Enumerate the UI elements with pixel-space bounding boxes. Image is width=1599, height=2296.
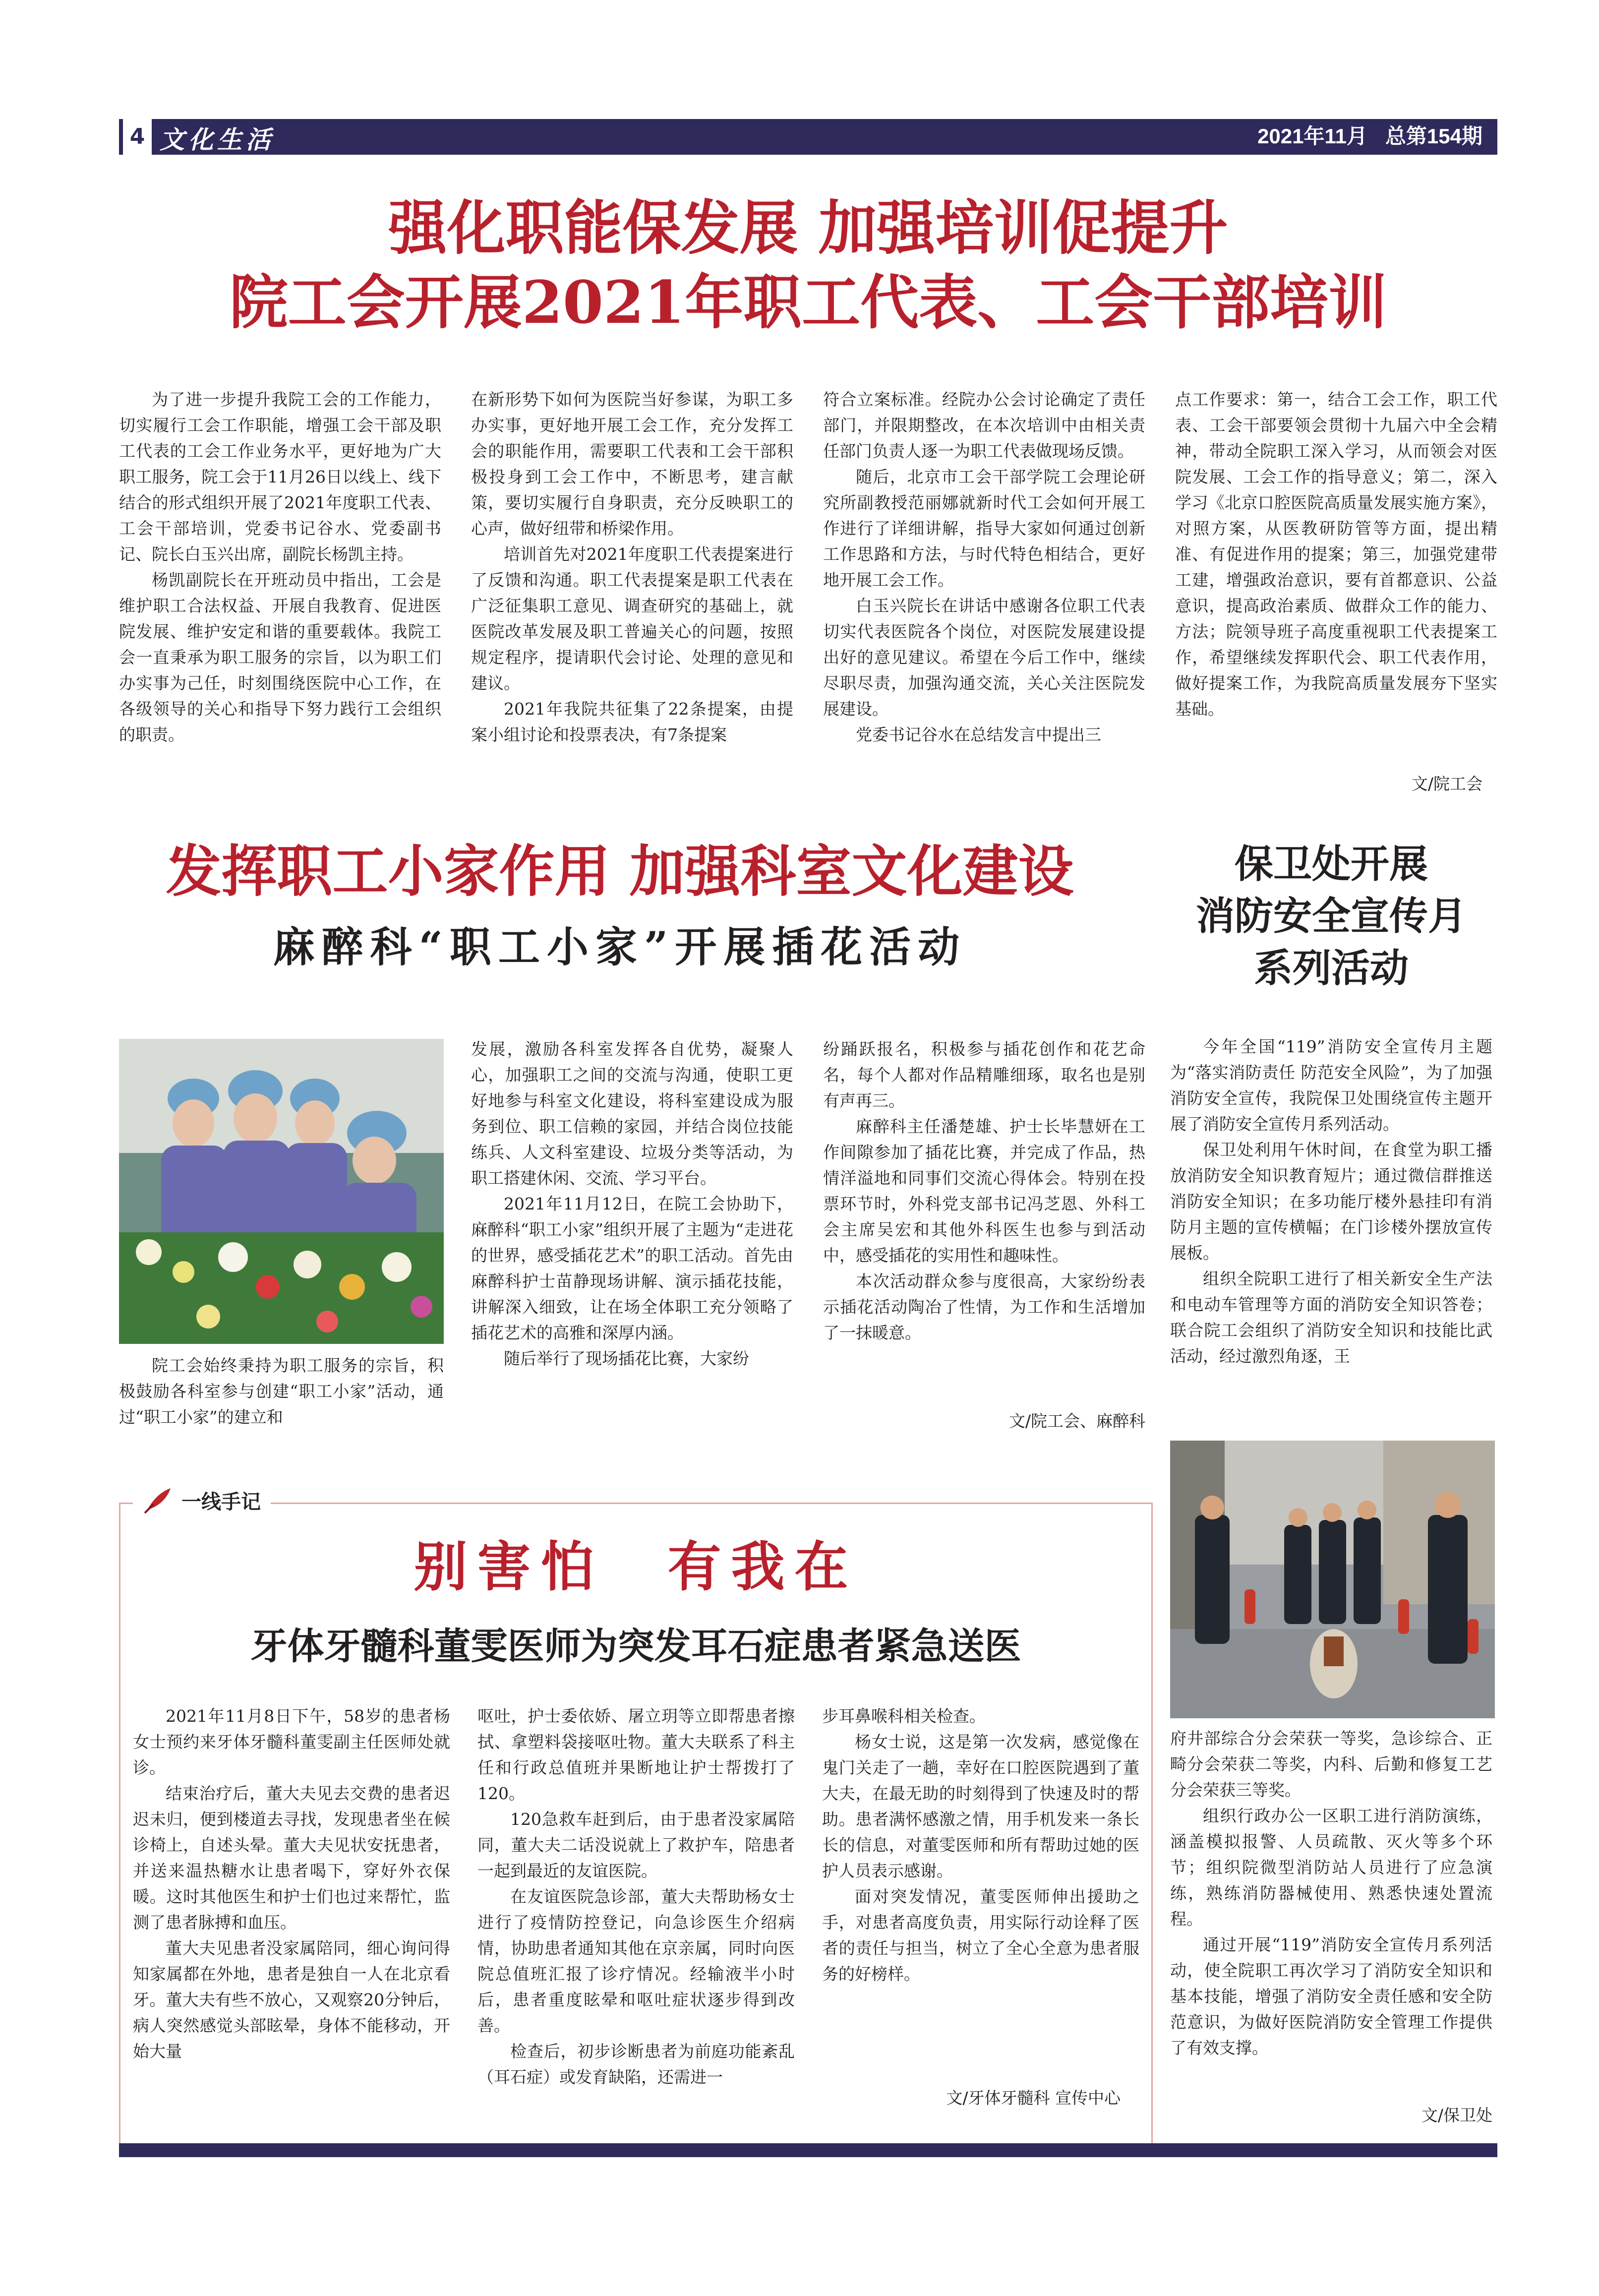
- article2-column: [823, 1036, 1145, 1372]
- article4-tag-label: 一线手记: [181, 1490, 261, 1513]
- article2-column: [471, 1036, 793, 1372]
- paragraph: 2021年我院共征集了22条提案，由提案小组讨论和投票表决，有7条提案: [471, 699, 793, 744]
- article1-column: [1175, 387, 1497, 748]
- article1-title: [119, 191, 1497, 340]
- article4-title: 别害怕 有我在: [414, 1536, 858, 1598]
- article1-column: [471, 387, 793, 748]
- paragraph: 2021年11月12日，在院工会协助下，麻醉科“职工小家”组织开展了主题为“走进花的世界，感受插花艺术”的职工活动。首先由麻醉科护士苗静现场讲解、演示插花技能，讲解深入细致，让在场全体职工充分领略了插花艺术的高雅和深厚内涵。: [471, 1194, 793, 1342]
- article4-column: [822, 1703, 1139, 2090]
- paragraph: 本次活动群众参与度很高，大家纷纷表示插花活动陶冶了性情，为工作和生活增加了一抹暖意。: [823, 1271, 1145, 1342]
- article1-title-line2: 院工会开展2021年职工代表、工会干部培训: [229, 268, 1387, 337]
- paragraph: 结束治疗后，董大夫见去交费的患者迟迟未归，便到楼道去寻找，发现患者坐在候诊椅上，自述头晕。董大夫见状安抚患者，并送来温热糖水让患者喝下，穿好外衣保暖。这时其他医生和护士们也过来帮忙，监测了患者脉搏和血压。: [133, 1784, 450, 1932]
- article1-title-line1: 强化职能保发展 加强培训促提升: [388, 193, 1228, 262]
- paragraph: 在新形势下如何为医院当好参谋，为职工多办实事，更好地开展工会工作，充分发挥工会的职能作用，需要职工代表和工会干部积极投身到工会工作中，不断思考，建言献策，要切实履行自身职责，充分反映职工的心声，做好纽带和桥梁作用。: [471, 390, 793, 538]
- paragraph: 今年全国“119”消防安全宣传月主题为“落实消防责任 防范安全风险”，为了加强消防安全宣传，我院保卫处围绕宣传主题开展了消防安全宣传月系列活动。: [1170, 1037, 1492, 1134]
- flower-arranging-photo: [119, 1039, 444, 1344]
- article1-column: [119, 387, 441, 748]
- feather-pen-icon: [143, 1486, 173, 1514]
- article3-title-line3: 系列活动: [1253, 946, 1409, 991]
- article3-title: [1165, 838, 1497, 994]
- paragraph: 纷踊跃报名，积极参与插花创作和花艺命名，每个人都对作品精雕细琢，取名也是别有声再三。: [823, 1039, 1145, 1110]
- paragraph: 院工会始终秉持为职工服务的宗旨，积极鼓励各科室参与创建“职工小家”活动，通过“职工小家”的建立和: [119, 1356, 444, 1427]
- paragraph: 呕吐，护士委依娇、屠立玥等立即帮患者擦拭、拿塑料袋接呕吐物。董大夫联系了科主任和行政总值班并果断地让护士帮拨打了120。: [477, 1706, 795, 1803]
- article4-body: [133, 1703, 1139, 2090]
- paragraph: 检查后，初步诊断患者为前庭功能紊乱（耳石症）或发育缺陷，还需进一: [477, 2042, 795, 2087]
- article3-title-line2: 消防安全宣传月: [1195, 894, 1467, 939]
- flower-arranging-image: [119, 1039, 444, 1344]
- paragraph: 发展，激励各科室发挥各自优势，凝聚人心，加强职工之间的交流与沟通，使职工更好地参与科室文化建设，将科室建设成为服务到位、职工信赖的家园，并结合岗位技能练兵、人文科室建设、垃圾分类等活动，为职工搭建休闲、交流、学习平台。: [471, 1039, 793, 1188]
- paragraph: 组织全院职工进行了相关新安全生产法和电动车管理等方面的消防安全知识答卷；联合院工会组织了消防安全知识和技能比武活动，经过激烈角逐，王: [1170, 1269, 1492, 1366]
- issue-number: 总第154期: [1385, 124, 1482, 148]
- paragraph: 在友谊医院急诊部，董大夫帮助杨女士进行了疫情防控登记，向急诊医生介绍病情，协助患者通知其他在京亲属，同时向医院总值班汇报了诊疗情况。经输液半小时后，患者重度眩晕和呕吐症状逐步得到改善。: [477, 1887, 795, 2035]
- article2-subtitle: 麻醉科“职工小家”开展插花活动: [273, 922, 967, 971]
- article3-byline: 文/保卫处: [1421, 2106, 1492, 2125]
- paragraph: 2021年11月8日下午，58岁的患者杨女士预约来牙体牙髓科董雯副主任医师处就诊。: [133, 1706, 450, 1777]
- paragraph: 杨女士说，这是第一次发病，感觉像在鬼门关走了一趟，幸好在口腔医院遇到了董大夫，在最无助的时刻得到了快速及时的帮助。患者满怀感激之情，用手机发来一条长长的信息，对董雯医师和所有帮助过她的医护人员表示感谢。: [822, 1732, 1139, 1880]
- section-title: 文化生活: [160, 125, 275, 154]
- article4-subtitle: 牙体牙髓科董雯医师为突发耳石症患者紧急送医: [250, 1625, 1021, 1668]
- article1-byline: 文/院工会: [1411, 774, 1482, 793]
- article2-byline: 文/院工会、麻醉科: [1008, 1411, 1145, 1431]
- article3-column-top: [1170, 1034, 1492, 1369]
- paragraph: 点工作要求：第一，结合工会工作，职工代表、工会干部要领会贯彻十九届六中全会精神，带动全院职工深入学习，从而领会对医院发展、工会工作的指导意义；第二，深入学习《北京口腔医院高质量发展实施方案》，对照方案，从医教研防管等方面，提出精准、有促进作用的提案；第三，加强党建带工建，增强政治意识，要有首都意识、公益意识，提高政治素质、做群众工作的能力、方法；院领导班子高度重视职工代表提案工作，希望继续发挥职代会、职工代表作用，做好提案工作，为我院高质量发展夯下坚实基础。: [1175, 390, 1497, 719]
- paragraph: 保卫处利用午休时间，在食堂为职工播放消防安全知识教育短片；通过微信群推送消防安全知识；在多功能厅楼外悬挂印有消防月主题的宣传横幅；在门诊楼外摆放宣传展板。: [1170, 1140, 1492, 1263]
- article3-column-bottom: [1170, 1726, 1492, 2061]
- paragraph: 面对突发情况，董雯医师伸出援助之手，对患者高度负责，用实际行动诠释了医者的责任与担当，树立了全心全意为患者服务的好榜样。: [822, 1887, 1139, 1984]
- issue-date: 2021年11月: [1257, 124, 1367, 148]
- paragraph: 通过开展“119”消防安全宣传月系列活动，使全院职工再次学习了消防安全知识和基本技能，增强了消防安全责任感和安全防范意识，为做好医院消防安全管理工作提供了有效支撑。: [1170, 1935, 1492, 2057]
- paragraph: 党委书记谷水在总结发言中提出三: [856, 725, 1101, 744]
- article1-column: [823, 387, 1145, 748]
- fire-drill-photo: [1170, 1441, 1495, 1718]
- paragraph: 白玉兴院长在讲话中感谢各位职工代表切实代表医院各个岗位，对医院发展建设提出好的意见建议。希望在今后工作中，继续尽职尽责，加强沟通交流，关心关注医院发展建设。: [823, 596, 1145, 719]
- footer-bar: [119, 2143, 1497, 2157]
- paragraph: 符合立案标准。经院办公会讨论确定了责任部门，并限期整改，在本次培训中由相关责任部门负责人逐一为职工代表做现场反馈。: [823, 390, 1145, 461]
- article4-byline: 文/牙体牙髓科 宣传中心: [946, 2088, 1121, 2108]
- article2-body: [471, 1036, 1145, 1372]
- paragraph: 府井部综合分会荣获一等奖，急诊综合、正畸分会荣获二等奖，内科、后勤和修复工艺分会荣获三等奖。: [1170, 1729, 1492, 1800]
- page-number: 4: [123, 119, 152, 155]
- paragraph: 步耳鼻喉科相关检查。: [822, 1706, 986, 1726]
- article3-title-line1: 保卫处开展: [1234, 842, 1428, 887]
- article4-tag: [133, 1483, 271, 1517]
- fire-drill-image: [1170, 1441, 1495, 1718]
- article4-column: [133, 1703, 450, 2090]
- paragraph: 组织行政办公一区职工进行消防演练，涵盖模拟报警、人员疏散、灭火等多个环节；组织院微型消防站人员进行了应急演练，熟练消防器械使用、熟悉快速处置流程。: [1170, 1806, 1492, 1929]
- paragraph: 为了进一步提升我院工会的工作能力，切实履行工会工作职能，增强工会干部及职工代表的工会工作业务水平，更好地为广大职工服务，院工会于11月26日以线上、线下结合的形式组织开展了2021年度职工代表、工会干部培训，党委书记谷水、党委副书记、院长白玉兴出席，副院长杨凯主持。: [119, 390, 441, 564]
- article2-title: [119, 838, 1121, 905]
- paragraph: 麻醉科主任潘楚雄、护士长毕慧妍在工作间隙参加了插花比赛，并完成了作品，热情洋溢地和同事们交流心得体会。特别在投票环节时，外科党支部书记冯芝恩、外科工会主席吴宏和其他外科医生也参与到活动中，感受插花的实用性和趣味性。: [823, 1117, 1145, 1265]
- article1-body: [119, 387, 1497, 748]
- paragraph: 杨凯副院长在开班动员中指出，工会是维护职工合法权益、开展自我教育、促进医院发展、维护安定和谐的重要载体。我院工会一直秉承为职工服务的宗旨，以为职工们办实事为己任，时刻围绕医院中心工作，在各级领导的关心和指导下努力践行工会组织的职责。: [119, 570, 441, 744]
- paragraph: 随后，北京市工会干部学院工会理论研究所副教授范丽娜就新时代工会如何开展工作进行了详细讲解，指导大家如何通过创新工作思路和方法，与时代特色相结合，更好地开展工会工作。: [823, 467, 1145, 590]
- article4-column: [477, 1703, 795, 2090]
- article2-title-line1: 发挥职工小家作用 加强科室文化建设: [166, 839, 1074, 904]
- paragraph: 董大夫见患者没家属陪同，细心询问得知家属都在外地，患者是独自一人在北京看牙。董大夫有些不放心，又观察20分钟后，病人突然感觉头部眩晕，身体不能移动，开始大量: [133, 1938, 450, 2061]
- paragraph: 120急救车赶到后，由于患者没家属陪同，董大夫二话没说就上了救护车，陪患者一起到最近的友谊医院。: [477, 1810, 795, 1880]
- issue-info: [1257, 120, 1482, 154]
- paragraph: 培训首先对2021年度职工代表提案进行了反馈和沟通。职工代表提案是职工代表在广泛征集职工意见、调查研究的基础上，就医院改革发展及职工普遍关心的问题，按照规定程序，提请职代会讨论、处理的意见和建议。: [471, 544, 793, 693]
- article2-photo-text: [119, 1353, 444, 1430]
- paragraph: 随后举行了现场插花比赛，大家纷: [504, 1349, 749, 1368]
